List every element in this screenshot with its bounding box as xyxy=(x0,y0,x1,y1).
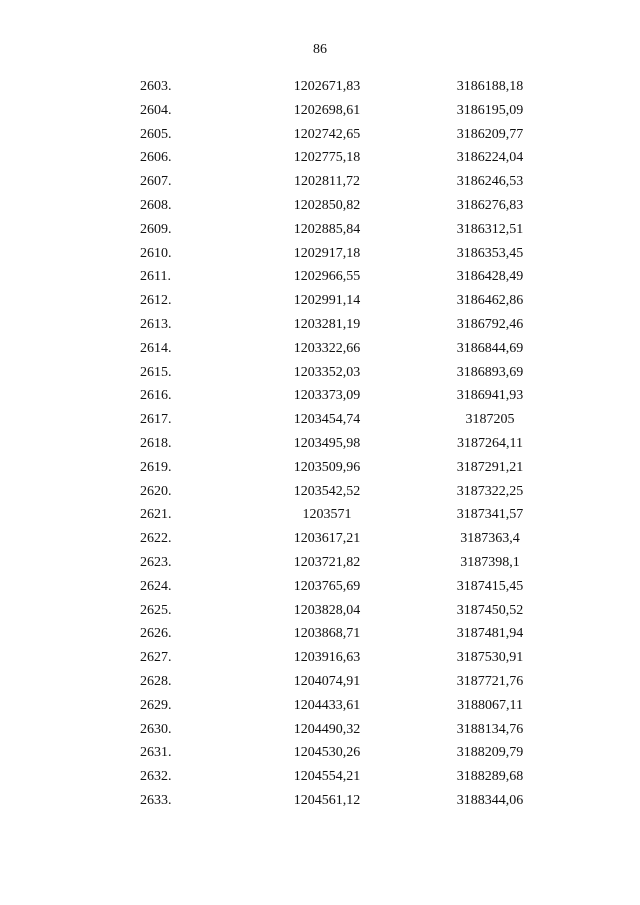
y-coordinate-cell: 3186195,09 xyxy=(456,102,524,118)
x-coordinate-cell: 1202850,82 xyxy=(293,197,361,213)
table-row xyxy=(0,765,640,789)
table-row xyxy=(0,646,640,670)
x-coordinate-cell: 1202966,55 xyxy=(293,269,361,285)
table-row xyxy=(0,575,640,599)
point-number-cell: 2614. xyxy=(140,340,172,356)
x-coordinate-cell: 1203322,66 xyxy=(293,340,361,356)
y-coordinate-cell: 3186428,49 xyxy=(456,269,524,285)
x-coordinate-cell: 1204490,32 xyxy=(293,721,361,737)
table-row xyxy=(0,622,640,646)
table-row xyxy=(0,741,640,765)
table-row xyxy=(0,480,640,504)
x-coordinate-cell: 1203352,03 xyxy=(293,364,361,380)
y-coordinate-cell: 3188289,68 xyxy=(456,769,524,785)
y-coordinate-cell: 3186312,51 xyxy=(456,221,524,237)
y-coordinate-cell: 3187363,4 xyxy=(460,531,520,547)
point-number-cell: 2615. xyxy=(140,364,172,380)
point-number-cell: 2624. xyxy=(140,578,172,594)
table-row xyxy=(0,432,640,456)
x-coordinate-cell: 1204433,61 xyxy=(293,697,361,713)
x-coordinate-cell: 1203454,74 xyxy=(293,412,361,428)
point-number-cell: 2608. xyxy=(140,197,172,213)
point-number-cell: 2611. xyxy=(140,269,171,285)
y-coordinate-cell: 3186209,77 xyxy=(456,126,524,142)
y-coordinate-cell: 3188209,79 xyxy=(456,745,524,761)
y-coordinate-cell: 3186941,93 xyxy=(456,388,524,404)
x-coordinate-cell: 1202917,18 xyxy=(293,245,361,261)
point-number-cell: 2633. xyxy=(140,792,172,808)
point-number-cell: 2619. xyxy=(140,459,172,475)
y-coordinate-cell: 3188344,06 xyxy=(456,792,524,808)
table-row xyxy=(0,503,640,527)
table-row xyxy=(0,408,640,432)
page-number: 86 xyxy=(313,42,327,57)
x-coordinate-cell: 1204554,21 xyxy=(293,769,361,785)
point-number-cell: 2621. xyxy=(140,507,172,523)
point-number-cell: 2616. xyxy=(140,388,172,404)
table-row xyxy=(0,194,640,218)
table-row xyxy=(0,146,640,170)
y-coordinate-cell: 3187530,91 xyxy=(456,650,524,666)
table-row xyxy=(0,123,640,147)
table-row xyxy=(0,170,640,194)
table-row xyxy=(0,218,640,242)
y-coordinate-cell: 3186893,69 xyxy=(456,364,524,380)
table-row xyxy=(0,527,640,551)
x-coordinate-cell: 1203509,96 xyxy=(293,459,361,475)
table-row xyxy=(0,99,640,123)
y-coordinate-cell: 3187481,94 xyxy=(456,626,524,642)
y-coordinate-cell: 3187415,45 xyxy=(456,578,524,594)
table-row xyxy=(0,694,640,718)
x-coordinate-cell: 1203617,21 xyxy=(293,531,361,547)
y-coordinate-cell: 3188134,76 xyxy=(456,721,524,737)
point-number-cell: 2606. xyxy=(140,150,172,166)
point-number-cell: 2630. xyxy=(140,721,172,737)
x-coordinate-cell: 1203721,82 xyxy=(293,554,361,570)
x-coordinate-cell: 1203765,69 xyxy=(293,578,361,594)
y-coordinate-cell: 3187341,57 xyxy=(456,507,524,523)
x-coordinate-cell: 1202991,14 xyxy=(293,293,361,309)
y-coordinate-cell: 3187721,76 xyxy=(456,673,524,689)
point-number-cell: 2629. xyxy=(140,697,172,713)
point-number-cell: 2610. xyxy=(140,245,172,261)
table-row xyxy=(0,242,640,266)
x-coordinate-cell: 1202671,83 xyxy=(293,79,361,94)
point-number-cell: 2607. xyxy=(140,174,172,190)
point-number-cell: 2622. xyxy=(140,531,172,547)
x-coordinate-cell: 1203373,09 xyxy=(293,388,361,404)
point-number-cell: 2617. xyxy=(140,412,172,428)
point-number-cell: 2613. xyxy=(140,316,172,332)
x-coordinate-cell: 1203571 xyxy=(302,507,352,523)
point-number-cell: 2605. xyxy=(140,126,172,142)
point-number-cell: 2618. xyxy=(140,435,172,451)
point-number-cell: 2623. xyxy=(140,554,172,570)
table-row xyxy=(0,718,640,742)
x-coordinate-cell: 1202775,18 xyxy=(293,150,361,166)
y-coordinate-cell: 3186462,86 xyxy=(456,293,524,309)
point-number-cell: 2628. xyxy=(140,673,172,689)
x-coordinate-cell: 1203495,98 xyxy=(293,435,361,451)
point-number-cell: 2625. xyxy=(140,602,172,618)
y-coordinate-cell: 3187291,21 xyxy=(456,459,524,475)
y-coordinate-cell: 3187264,11 xyxy=(457,435,523,451)
x-coordinate-cell: 1204530,26 xyxy=(293,745,361,761)
x-coordinate-cell: 1202742,65 xyxy=(293,126,361,142)
table-row xyxy=(0,599,640,623)
x-coordinate-cell: 1202698,61 xyxy=(293,102,361,118)
y-coordinate-cell: 3187398,1 xyxy=(460,554,520,570)
point-number-cell: 2609. xyxy=(140,221,172,237)
point-number-cell: 2612. xyxy=(140,293,172,309)
table-row xyxy=(0,313,640,337)
x-coordinate-cell: 1204074,91 xyxy=(293,673,361,689)
y-coordinate-cell: 3186188,18 xyxy=(456,79,524,94)
y-coordinate-cell: 3186224,04 xyxy=(456,150,524,166)
point-number-cell: 2620. xyxy=(140,483,172,499)
table-row xyxy=(0,384,640,408)
table-row xyxy=(0,361,640,385)
point-number-cell: 2627. xyxy=(140,650,172,666)
coordinates-table xyxy=(0,75,640,813)
y-coordinate-cell: 3186276,83 xyxy=(456,197,524,213)
x-coordinate-cell: 1203828,04 xyxy=(293,602,361,618)
y-coordinate-cell: 3186353,45 xyxy=(456,245,524,261)
y-coordinate-cell: 3187205 xyxy=(465,412,515,428)
x-coordinate-cell: 1203916,63 xyxy=(293,650,361,666)
y-coordinate-cell: 3188067,11 xyxy=(457,697,523,713)
y-coordinate-cell: 3187322,25 xyxy=(456,483,524,499)
x-coordinate-cell: 1203542,52 xyxy=(293,483,361,499)
y-coordinate-cell: 3186844,69 xyxy=(456,340,524,356)
x-coordinate-cell: 1203281,19 xyxy=(293,316,361,332)
table-row xyxy=(0,789,640,813)
x-coordinate-cell: 1204561,12 xyxy=(293,792,361,808)
y-coordinate-cell: 3186246,53 xyxy=(456,174,524,190)
point-number-cell: 2632. xyxy=(140,769,172,785)
point-number-cell: 2603. xyxy=(140,79,172,94)
table-row xyxy=(0,456,640,480)
x-coordinate-cell: 1202885,84 xyxy=(293,221,361,237)
table-row xyxy=(0,289,640,313)
x-coordinate-cell: 1203868,71 xyxy=(293,626,361,642)
point-number-cell: 2604. xyxy=(140,102,172,118)
table-row xyxy=(0,670,640,694)
point-number-cell: 2631. xyxy=(140,745,172,761)
y-coordinate-cell: 3187450,52 xyxy=(456,602,524,618)
table-row xyxy=(0,265,640,289)
x-coordinate-cell: 1202811,72 xyxy=(294,174,360,190)
point-number-cell: 2626. xyxy=(140,626,172,642)
table-row xyxy=(0,337,640,361)
y-coordinate-cell: 3186792,46 xyxy=(456,316,524,332)
table-row xyxy=(0,75,640,99)
table-row xyxy=(0,551,640,575)
